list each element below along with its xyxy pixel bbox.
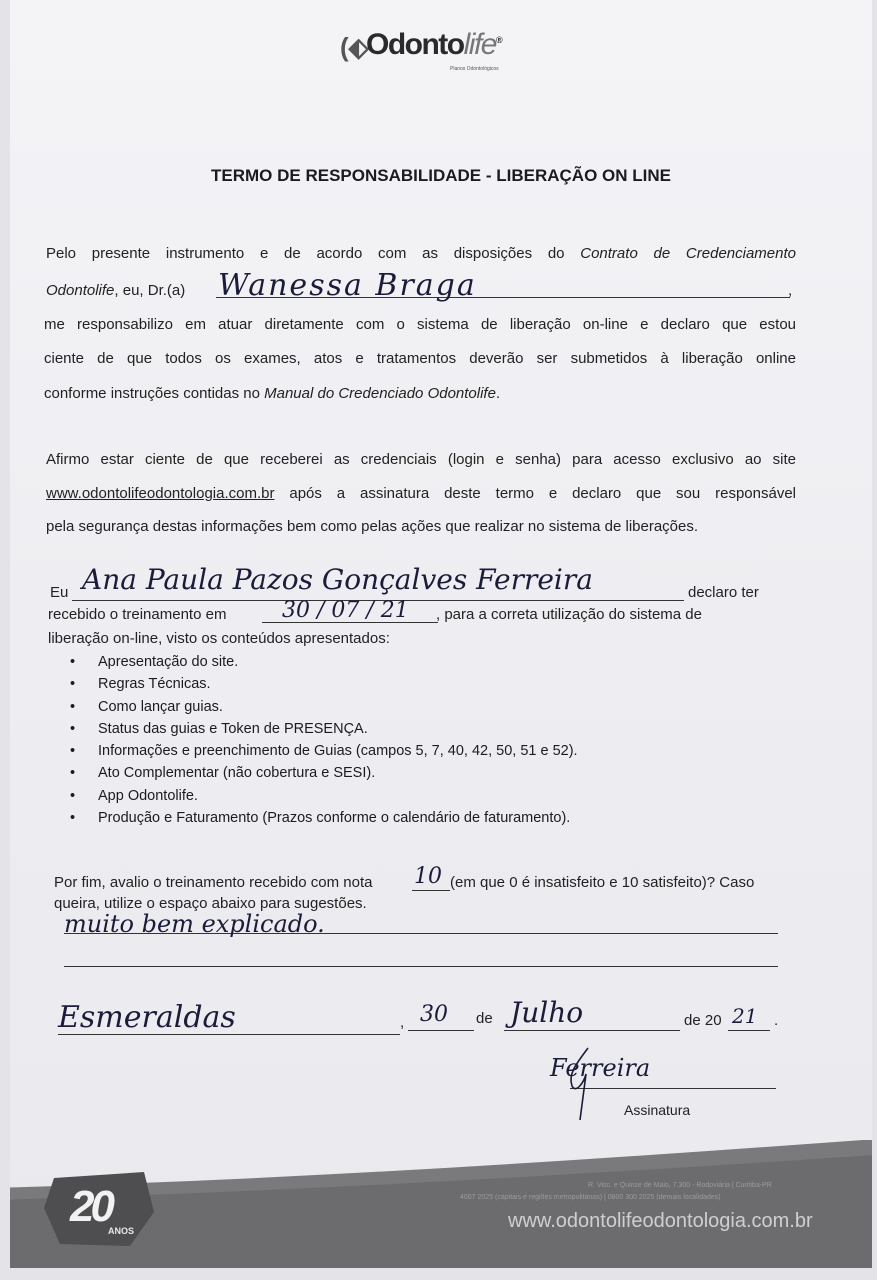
- badge-label: ANOS: [108, 1226, 135, 1236]
- evaluation-post: (em que 0 é insatisfeito e 10 satisfeito)? Caso: [450, 874, 755, 891]
- list-item: • Ato Complementar (não cobertura e SESI).: [70, 765, 376, 782]
- site-link[interactable]: www.odontolifeodontologia.com.br: [46, 485, 275, 502]
- dentist-name-handwriting: Wanessa Braga: [218, 268, 477, 303]
- logo-tagline: Planos Odontológicos: [450, 66, 499, 72]
- score-line: [412, 890, 450, 891]
- signature-stroke: [558, 1044, 618, 1124]
- training-date-handwriting: 30 / 07 / 21: [282, 598, 409, 623]
- document-title: TERMO DE RESPONSABILIDADE - LIBERAÇÃO ON LINE: [211, 166, 671, 185]
- year-handwriting: 21: [732, 1004, 758, 1028]
- para2-line1: Afirmo estar ciente de que receberei as credenciais (login e senha) para acesso exclusivo ao site: [46, 451, 796, 468]
- suggestion-handwriting: muito bem explicado.: [64, 910, 325, 938]
- document-sheet: [10, 0, 872, 1268]
- training-line3: liberação on-line, visto os conteúdos apresentados:: [48, 630, 390, 647]
- training-recebido: recebido o treinamento em: [48, 606, 227, 623]
- para1-line4: ciente de que todos os exames, atos e tratamentos deverão ser submetidos à liberação online: [44, 350, 796, 367]
- para1-line5: conforme instruções contidas no Manual do Credenciado Odontolife.: [44, 385, 501, 402]
- para2-line2: www.odontolifeodontologia.com.br após a assinatura deste termo e declaro que sou responsável: [46, 485, 796, 502]
- evaluation-line2: queira, utilize o espaço abaixo para sugestões.: [54, 895, 367, 912]
- para2-line3: pela segurança destas informações bem como pelas ações que realizar no sistema de liberações.: [46, 518, 699, 535]
- training-topics-list: [70, 652, 578, 830]
- training-eu: Eu: [50, 584, 69, 601]
- footer-address-1: R. Visc. e Quinze de Maio, 7.300 - Rodoviária | Curitiba-PR: [588, 1182, 772, 1189]
- para1-line3: me responsabilizo em atuar diretamente com o sistema de liberação on-line e declaro que estou: [44, 316, 796, 333]
- signature-label: Assinatura: [624, 1102, 691, 1118]
- signature-handwriting: Ferreira: [550, 1054, 651, 1082]
- suggestion-line-2: [64, 966, 778, 967]
- list-item: • Produção e Faturamento (Prazos conforme o calendário de faturamento).: [70, 810, 571, 827]
- odontolife-logo: [340, 28, 540, 76]
- training-declaro: declaro ter: [688, 584, 759, 601]
- para1-line2: Odontolife, eu, Dr.(a): [46, 282, 186, 299]
- logo-brand: Odontolife®: [366, 28, 502, 61]
- city-comma: ,: [400, 1014, 405, 1031]
- month-handwriting: Julho: [510, 996, 584, 1029]
- list-item: • Regras Técnicas.: [70, 676, 211, 693]
- day-line: [408, 1030, 474, 1031]
- logo-mark-icon: (⬖: [340, 32, 369, 62]
- trainee-name-handwriting: Ana Paula Pazos Gonçalves Ferreira: [82, 563, 593, 596]
- para1-line1: Pelo presente instrumento e de acordo com as disposições do Contrato de Credenciamento: [46, 245, 796, 262]
- day-handwriting: 30: [420, 1002, 448, 1027]
- footer-address-2: 4007 2025 (capitais e regiões metropolitanas) | 0800 300 2025 (demais localidades): [460, 1194, 721, 1201]
- de-20-label: de 20: [684, 1012, 722, 1029]
- footer-site[interactable]: www.odontolifeodontologia.com.br: [508, 1210, 813, 1232]
- month-line: [504, 1030, 680, 1031]
- training-para: , para a correta utilização do sistema de: [436, 606, 702, 623]
- score-handwriting: 10: [414, 864, 442, 889]
- para1-line2-end: ,: [788, 282, 793, 299]
- date-end: .: [774, 1012, 779, 1029]
- de-label-1: de: [476, 1010, 493, 1027]
- list-item: • Como lançar guias.: [70, 698, 223, 715]
- city-handwriting: Esmeraldas: [58, 1000, 236, 1035]
- list-item: • Apresentação do site.: [70, 654, 239, 670]
- list-item: • App Odontolife.: [70, 787, 198, 804]
- year-line: [728, 1030, 770, 1031]
- evaluation-pre: Por fim, avalio o treinamento recebido com nota: [54, 874, 373, 891]
- twenty-years-badge: [40, 1168, 158, 1248]
- list-item: • Informações e preenchimento de Guias (campos 5, 7, 40, 42, 50, 51 e 52).: [70, 743, 578, 760]
- badge-number: 20: [70, 1182, 111, 1231]
- list-item: • Status das guias e Token de PRESENÇA.: [70, 720, 368, 737]
